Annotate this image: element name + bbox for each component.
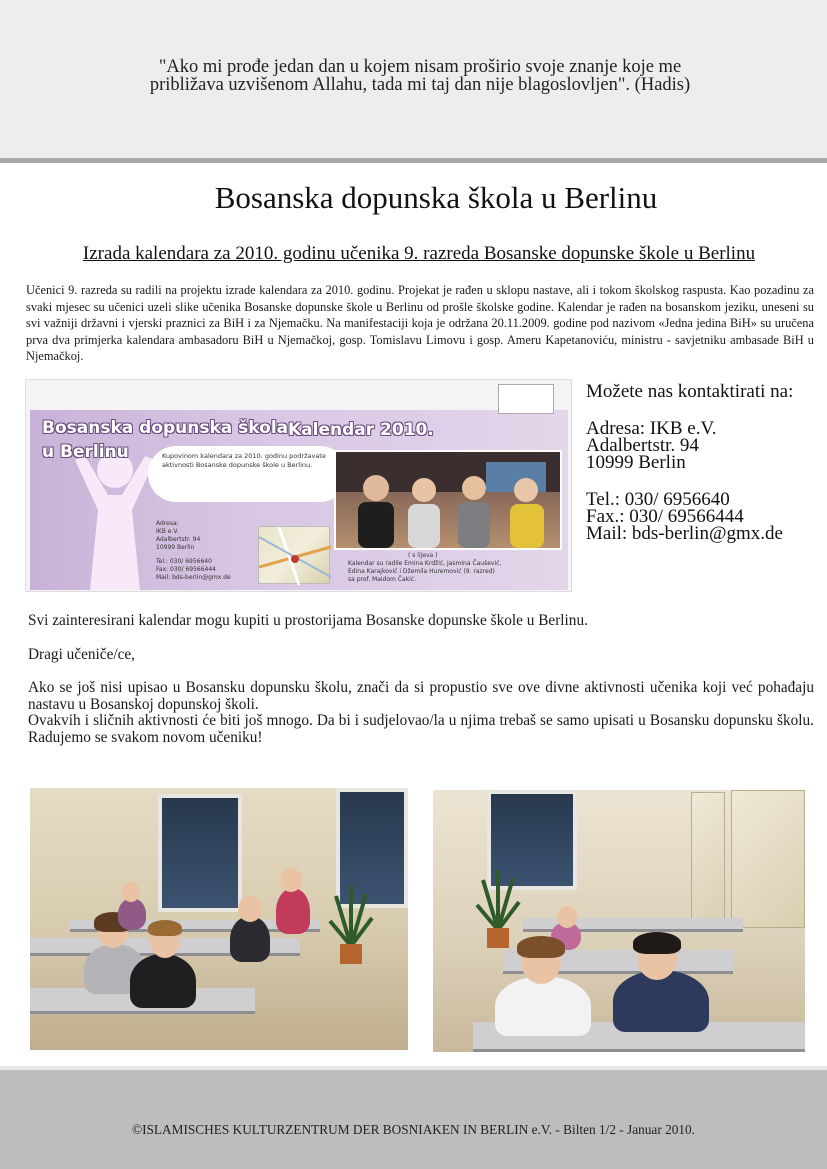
footer-band <box>0 1066 827 1169</box>
calendar-map-image <box>258 526 330 584</box>
wall-map <box>731 790 805 928</box>
quote-line-2: približava uzvišenom Allahu, tada mi taj dan nije blagoslovljen". (Hadis) <box>149 75 691 95</box>
map-roads-icon <box>259 527 331 585</box>
contact-block <box>586 383 822 542</box>
invitation-sentence-2: Ovakvih i sličnih aktivnosti će biti još mnogo. Da bi i sudjelovao/la u njima trebaš se samo upisati u Bosansku dopunsku školu. Radujemo se svakom novom učeniku! <box>28 712 814 746</box>
contact-address <box>586 420 822 471</box>
student <box>230 916 270 962</box>
calendar-address <box>156 520 231 582</box>
calendar-address-line: Adresa: <box>156 520 179 527</box>
quote-line-1: "Ako mi prođe jedan dan u kojem nisam proširio svoje znanje koje me <box>158 57 682 77</box>
plant-icon <box>328 876 374 966</box>
contact-phones <box>586 491 822 542</box>
contact-fax: Fax.: 030/ 69566444 <box>586 506 744 527</box>
calendar-photo-caption <box>348 552 501 584</box>
student <box>118 898 146 930</box>
calendar-caption-line: ( s lijeva ) <box>408 552 438 559</box>
calendar-banner-background <box>30 410 568 590</box>
calendar-address-line: Adalbertstr. 94 <box>156 536 201 543</box>
calendar-caption-line: sa prof. Maidom Čakić. <box>348 576 416 583</box>
student-hair <box>633 932 681 954</box>
student <box>495 976 591 1036</box>
student-head <box>557 906 577 928</box>
contact-address-line-1: Adresa: IKB e.V. <box>586 418 717 439</box>
footer-divider <box>0 1066 827 1070</box>
calendar-address-line: 10999 Berlin <box>156 544 195 551</box>
contact-mail: Mail: bds-berlin@gmx.de <box>586 523 783 544</box>
student-hair <box>517 936 565 958</box>
closing-text <box>28 613 814 746</box>
classroom-photo-right <box>433 790 805 1052</box>
purchase-paragraph: Svi zainteresirani kalendar mogu kupiti u prostorijama Bosanske dopunske škole u Berlinu. <box>28 612 588 629</box>
invitation-paragraph <box>28 680 814 746</box>
calendar-address-line: Tel.: 030/ 6956640 <box>156 558 212 565</box>
calendar-school-line-2: u Berlinu <box>42 442 129 462</box>
calendar-speech-bubble: Kupovinom kalendara za 2010. godinu podržavate aktivnosti Bosanske dopunske škole u Berlinu. <box>148 446 348 502</box>
calendar-students-photo <box>334 450 562 550</box>
contact-address-line-3: 10999 Berlin <box>586 452 686 473</box>
classroom-photo-left <box>30 788 408 1050</box>
hadith-quote <box>90 58 750 94</box>
calendar-year-label: Kalendar 2010. <box>288 420 434 440</box>
calendar-school-line-1: Bosanska dopunska škola <box>42 418 289 438</box>
student <box>276 888 310 934</box>
calendar-caption-line: Edina Karajković i Džemila Huremović (9. razred) <box>348 568 495 575</box>
student-head <box>122 882 140 902</box>
wall-map <box>691 792 725 932</box>
invitation-sentence-1: Ako se još nisi upisao u Bosansku dopunsku školu, znači da si propustio sve ove divne aktivnosti učenika koji već pohađaju nastavu u Bosanskoj dopunskoj školi. <box>28 679 814 713</box>
contact-address-line-2: Adalbertstr. 94 <box>586 435 699 456</box>
contact-heading: Možete nas kontaktirati na: <box>586 381 794 402</box>
footer-copyright: ©ISLAMISCHES KULTURZENTRUM DER BOSNIAKEN IN BERLIN e.V. - Bilten 1/2 - Januar 2010. <box>131 1122 695 1137</box>
calendar-banner-image <box>25 379 572 592</box>
students-group-icon <box>336 452 560 548</box>
student-hair <box>148 920 182 936</box>
intro-paragraph: Učenici 9. razreda su radili na projektu izrade kalendara za 2010. godinu. Projekat je rađen u sklopu nastave, ali i tokom školskog raspusta. Kao pozadinu za svaki mjesec su učenici uzeli slike učenika Bosanske dopunske škole u Berlinu od prošle školske godine. Kalendar je rađen na bosanskom jeziku, uneseni su svi važniji državni i vjerski praznici za BiH i za Njemačku. Na manifestaciji koja je održana 20.11.2009. godine pod nazivom «Jedna jedina BiH» su uručena prva dva primjerka kalendara ambasadoru BiH u Njemačkoj, gosp. Tomislavu Limovu i gosp. Ameru Kapetanoviću, ministru - savjetniku ambasade BiH u Njemačkoj. <box>26 283 814 363</box>
student-head <box>280 868 302 892</box>
calendar-address-line: Mail: bds-berlin@gmx.de <box>156 574 231 581</box>
student <box>130 954 196 1008</box>
greeting: Dragi učeniče/ce, <box>28 645 136 663</box>
page-title: Bosanska dopunska škola u Berlinu <box>214 180 658 215</box>
contact-tel: Tel.: 030/ 6956640 <box>586 489 730 510</box>
calendar-caption-line: Kalendar su radile Emina Krdžić, Jasmina Čaušević, <box>348 560 502 567</box>
article-subtitle: Izrada kalendara za 2010. godinu učenika 9. razreda Bosanske dopunske škole u Berlinu <box>82 243 756 264</box>
kulturzentrum-logo <box>498 384 554 414</box>
header-divider <box>0 158 827 163</box>
calendar-address-line: IKB e.V. <box>156 528 179 535</box>
classroom-window <box>158 794 242 912</box>
student-head <box>238 896 262 922</box>
plant-icon <box>475 860 521 950</box>
calendar-address-line: Fax: 030/ 69566444 <box>156 566 216 573</box>
